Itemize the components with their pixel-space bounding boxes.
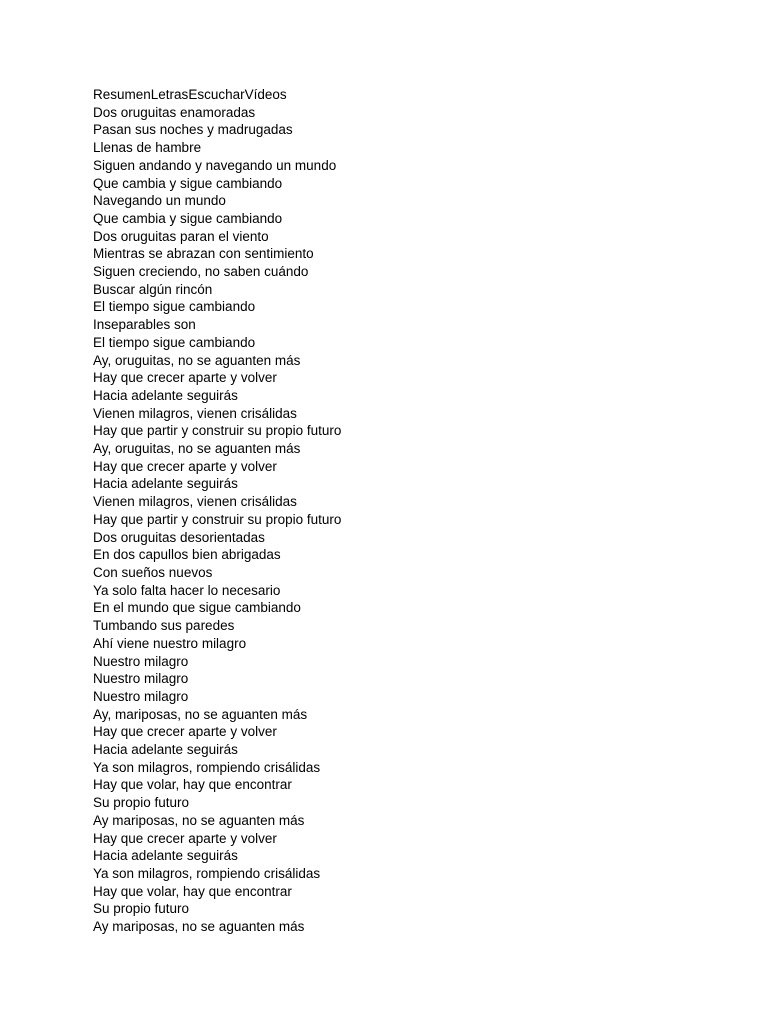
nav-links xyxy=(93,86,733,104)
lyric-line: Hay que partir y construir su propio futuro xyxy=(93,511,342,527)
lyric-line: Nuestro milagro xyxy=(93,688,189,704)
document-page xyxy=(93,86,733,936)
lyric-line: En el mundo que sigue cambiando xyxy=(93,600,301,616)
lyric-line: Con sueños nuevos xyxy=(93,564,213,580)
lyric-line: Hay que crecer aparte y volver xyxy=(93,724,277,740)
lyric-line: Ahí viene nuestro milagro xyxy=(93,635,247,651)
lyric-line: Dos oruguitas enamoradas xyxy=(93,104,256,120)
lyric-line: Siguen andando y navegando un mundo xyxy=(93,157,337,173)
lyric-line: Hay que partir y construir su propio futuro xyxy=(93,423,342,439)
lyric-line: Ay mariposas, no se aguanten más xyxy=(93,812,305,828)
lyric-line: Que cambia y sigue cambiando xyxy=(93,210,283,226)
lyric-line: Nuestro milagro xyxy=(93,653,189,669)
lyric-line: Su propio futuro xyxy=(93,795,190,811)
lyric-line: Nuestro milagro xyxy=(93,671,189,687)
nav-escuchar-link[interactable]: Escuchar xyxy=(188,87,245,102)
lyric-line: Ya solo falta hacer lo necesario xyxy=(93,582,281,598)
lyric-line: Tumbando sus paredes xyxy=(93,618,235,634)
lyric-line: Hay que crecer aparte y volver xyxy=(93,830,277,846)
lyric-line: Que cambia y sigue cambiando xyxy=(93,175,283,191)
nav-letras-link[interactable]: Letras xyxy=(150,87,189,102)
lyrics-body xyxy=(93,104,733,936)
lyric-line: El tiempo sigue cambiando xyxy=(93,299,256,315)
lyric-line: Siguen creciendo, no saben cuándo xyxy=(93,264,309,280)
lyric-line: Inseparables son xyxy=(93,317,196,333)
lyric-line: Hay que crecer aparte y volver xyxy=(93,370,277,386)
lyric-line: El tiempo sigue cambiando xyxy=(93,334,256,350)
lyric-line: Dos oruguitas paran el viento xyxy=(93,228,269,244)
nav-videos-link[interactable]: Vídeos xyxy=(244,87,287,102)
lyric-line: Vienen milagros, vienen crisálidas xyxy=(93,405,297,421)
lyric-line: Hay que volar, hay que encontrar xyxy=(93,777,292,793)
lyric-line: Ay mariposas, no se aguanten más xyxy=(93,919,305,935)
lyric-line: Vienen milagros, vienen crisálidas xyxy=(93,494,297,510)
lyric-line: Hacia adelante seguirás xyxy=(93,742,238,758)
nav-resumen-link[interactable]: Resumen xyxy=(93,87,151,102)
lyric-line: Hacia adelante seguirás xyxy=(93,387,238,403)
lyric-line: Hay que crecer aparte y volver xyxy=(93,458,277,474)
lyric-line: Ay, oruguitas, no se aguanten más xyxy=(93,352,301,368)
lyric-line: Dos oruguitas desorientadas xyxy=(93,529,265,545)
lyric-line: Buscar algún rincón xyxy=(93,281,213,297)
lyric-line: Hacia adelante seguirás xyxy=(93,476,238,492)
lyric-line: Hacia adelante seguirás xyxy=(93,848,238,864)
lyric-line: Navegando un mundo xyxy=(93,193,226,209)
lyric-line: Pasan sus noches y madrugadas xyxy=(93,122,293,138)
lyric-line: Hay que volar, hay que encontrar xyxy=(93,883,292,899)
lyric-line: Su propio futuro xyxy=(93,901,190,917)
lyric-line: Ay, mariposas, no se aguanten más xyxy=(93,706,308,722)
lyric-line: Ya son milagros, rompiendo crisálidas xyxy=(93,759,321,775)
lyric-line: Ay, oruguitas, no se aguanten más xyxy=(93,441,301,457)
lyric-line: Llenas de hambre xyxy=(93,140,202,156)
lyric-line: Ya son milagros, rompiendo crisálidas xyxy=(93,865,321,881)
lyric-line: Mientras se abrazan con sentimiento xyxy=(93,246,314,262)
lyric-line: En dos capullos bien abrigadas xyxy=(93,547,281,563)
